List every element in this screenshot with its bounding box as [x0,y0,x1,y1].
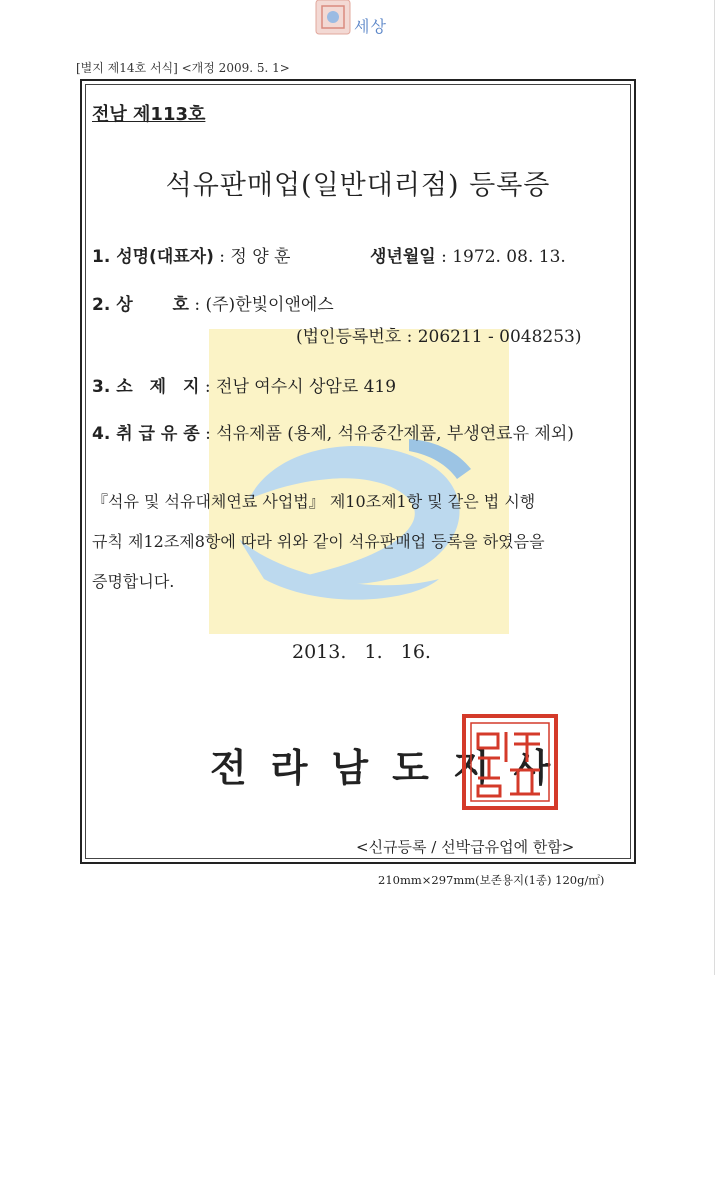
document-title: 석유판매업(일반대리점) 등록증 [165,170,551,201]
birth-value: : 1972. 08. 13. [441,247,566,267]
logo-text: 세상 [354,17,387,36]
address-value: : 전남 여수시 상암로 419 [204,377,397,397]
issuer-name: 전라남도지사 [210,745,575,790]
rep-name-label: 1. 성명(대표자) [92,247,214,267]
footer-note: <신규등록 / 선박급유업에 한함> [356,838,575,856]
field-address [92,372,396,397]
official-seal-stamp-icon [460,712,560,812]
rep-name-value: : 정 양 훈 [219,247,291,267]
item-label: 4. 취 급 유 종 [92,424,200,444]
company-value: : (주)한빛이앤에스 [194,295,334,315]
paragraph-line: 규칙 제12조제8항에 따라 위와 같이 석유판매업 등록을 하였음을 [92,532,545,551]
field-item [92,419,574,444]
address-label: 3. 소 제 지 [92,377,200,397]
paper-spec: 210mm×297mm(보존용지(1종) 120g/㎡) [378,873,605,887]
company-label: 2. 상 호 [92,295,189,315]
paragraph-line: 증명합니다. [92,572,175,591]
page-edge-line [714,0,715,975]
certification-paragraph [92,482,632,602]
registration-number: 전남 제113호 [92,104,206,125]
birth-label: 생년월일 [370,247,436,267]
paragraph-line: 『석유 및 석유대체연료 사업법』 제10조제1항 및 같은 법 시행 [92,492,536,511]
corp-reg-number: (법인등록번호 : 206211 - 0048253) [296,327,582,347]
issue-date: 2013. 1. 16. [292,641,431,663]
form-note: [별지 제14호 서식] <개정 2009. 5. 1> [76,61,290,75]
field-representative [92,242,290,267]
field-birthdate [370,242,566,267]
item-value: : 석유제품 (용제, 석유중간제품, 부생연료유 제외) [205,424,574,444]
field-company [92,290,334,315]
